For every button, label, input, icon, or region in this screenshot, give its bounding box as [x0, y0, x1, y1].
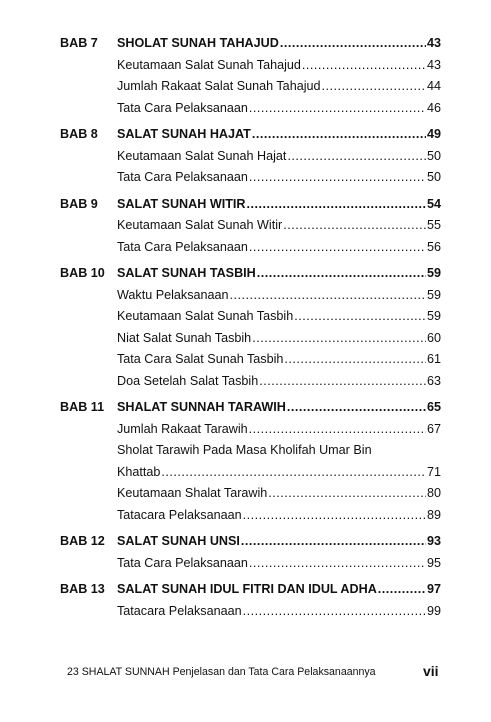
chapter-heading: BAB 13 SALAT SUNAH IDUL FITRI DAN IDUL ADHA ..... 97	[60, 582, 441, 604]
chapter-number: BAB 10	[60, 266, 105, 280]
chapter-title: SHALAT SUNNAH TARAWIH	[117, 400, 286, 414]
chapter-number: BAB 9	[60, 196, 98, 211]
chapter-number: BAB 13	[60, 582, 105, 596]
dot-leader	[280, 36, 426, 50]
chapter-heading	[60, 36, 441, 58]
chapter-title: SALAT SUNAH IDUL FITRI DAN IDUL ADHA	[117, 582, 377, 596]
chapter-title: SALAT SUNAH UNSI	[117, 534, 240, 548]
chapter-11	[60, 400, 441, 529]
toc-entry: Keutamaan Salat Sunah Tahajud ..... 43	[117, 58, 441, 80]
chapter-13	[60, 582, 441, 625]
footer-book-title: 23 SHALAT SUNNAH Penjelasan dan Tata Cara Pelaksanaannya	[67, 666, 376, 678]
chapter-heading: BAB 12 SALAT SUNAH UNSI ..... 93	[60, 534, 441, 556]
toc-entry: Tata Cara Salat Sunah Tasbih ..... 61	[117, 352, 441, 374]
toc-entry: Jumlah Rakaat Salat Sunah Tahajud ..... 44	[117, 79, 441, 101]
toc-entry: Jumlah Rakaat Tarawih ..... 67	[117, 422, 441, 444]
toc-entry: Tatacara Pelaksanaan ..... 89	[117, 508, 441, 530]
chapter-number: BAB 12	[60, 534, 105, 548]
chapter-title: SHOLAT SUNAH TAHAJUD	[117, 36, 279, 50]
chapter-heading: BAB 10 SALAT SUNAH TASBIH ..... 59	[60, 266, 441, 288]
chapter-number: BAB 7	[60, 36, 98, 50]
toc-entry: Tatacara Pelaksanaan ..... 99	[117, 604, 441, 626]
toc-entry: Keutamaan Salat Sunah Tasbih ..... 59	[117, 309, 441, 331]
toc-entry: Keutamaan Salat Sunah Witir ..... 55	[117, 218, 441, 240]
chapter-7	[60, 36, 441, 122]
toc-entry: Tata Cara Pelaksanaan ..... 95	[117, 556, 441, 578]
chapter-number: BAB 11	[60, 400, 105, 414]
chapter-heading: BAB 11 SHALAT SUNNAH TARAWIH ..... 65	[60, 400, 441, 422]
chapter-number: BAB 8	[60, 127, 98, 141]
toc-entry: Doa Setelah Salat Tasbih ..... 63	[117, 374, 441, 396]
chapter-9	[60, 197, 441, 262]
toc-entry: Keutamaan Salat Sunah Hajat ..... 50	[117, 149, 441, 171]
toc-entry: Waktu Pelaksanaan ..... 59	[117, 288, 441, 310]
page-number: 43	[426, 36, 441, 50]
chapter-title: SALAT SUNAH TASBIH	[117, 266, 256, 280]
chapter-heading: BAB 8 SALAT SUNAH HAJAT ..... 49	[60, 127, 441, 149]
toc-entry: Tata Cara Pelaksanaan ..... 56	[117, 240, 441, 262]
chapter-title: SALAT SUNAH WITIR	[117, 196, 246, 211]
toc-entry-line1: Sholat Tarawih Pada Masa Kholifah Umar Bin	[117, 443, 372, 457]
chapter-12	[60, 534, 441, 577]
toc-entry: Niat Salat Sunah Tasbih ..... 60	[117, 331, 441, 353]
table-of-contents	[60, 36, 441, 630]
toc-entry-line2: Khattab ..... 71	[117, 465, 441, 487]
footer-page-number: vii	[423, 663, 439, 679]
chapter-heading: BAB 9 SALAT SUNAH WITIR ..... 54	[60, 197, 441, 219]
chapter-title: SALAT SUNAH HAJAT	[117, 127, 251, 141]
chapter-8	[60, 127, 441, 192]
toc-entry: Tata Cara Pelaksanaan ..... 46	[117, 101, 441, 123]
toc-entry: Tata Cara Pelaksanaan ..... 50	[117, 170, 441, 192]
chapter-10	[60, 266, 441, 395]
toc-entry: Keutamaan Shalat Tarawih ..... 80	[117, 486, 441, 508]
